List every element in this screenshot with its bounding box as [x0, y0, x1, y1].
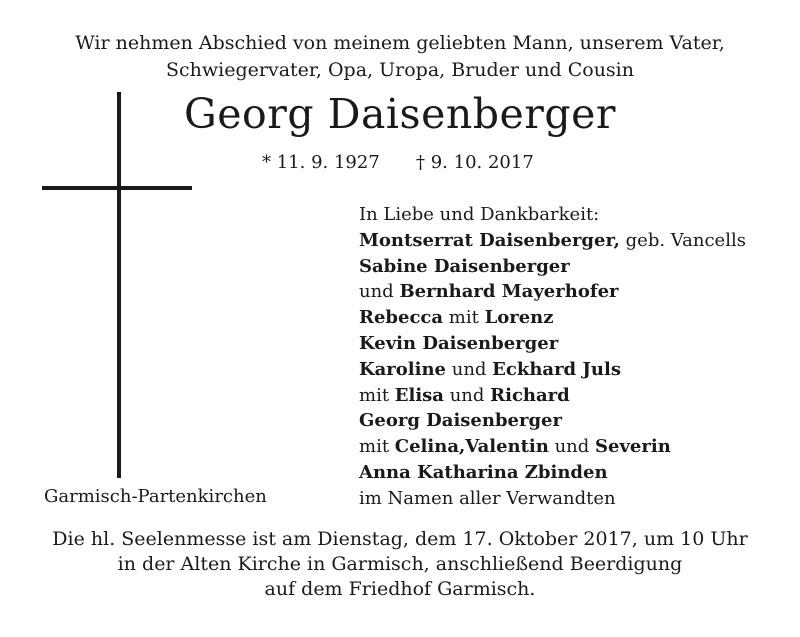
- list-item: [359, 434, 789, 460]
- deceased-name: Georg Daisenberger: [184, 90, 616, 138]
- mourners-heading: In Liebe und Dankbarkeit:: [359, 204, 600, 225]
- list-item: [359, 228, 789, 254]
- mourner-text: geb. Vancells: [619, 229, 746, 251]
- mourner-name: Karoline: [359, 358, 447, 380]
- mourner-text: mit: [443, 307, 485, 329]
- mourner-name: Anna Katharina Zbinden: [359, 461, 608, 483]
- mourner-name: Lorenz: [484, 307, 554, 329]
- mourner-text: und: [443, 384, 491, 406]
- list-item: [359, 305, 789, 331]
- death-date: † 9. 10. 2017: [416, 152, 534, 173]
- mourner-name: Richard: [490, 384, 570, 406]
- list-item: [359, 383, 789, 409]
- cross-icon: [117, 92, 121, 478]
- birth-date: * 11. 9. 1927: [262, 152, 380, 173]
- intro-text: [0, 30, 800, 84]
- mourner-name: Montserrat Daisenberger,: [359, 229, 620, 251]
- intro-line: Wir nehmen Abschied von meinem geliebten Mann, unserem Vater,: [75, 32, 725, 54]
- service-line: auf dem Friedhof Garmisch.: [264, 578, 536, 600]
- mourner-name: Celina,: [394, 436, 466, 458]
- mourner-name: Kevin Daisenberger: [359, 332, 559, 354]
- list-item: [359, 279, 789, 305]
- mourners-list: [359, 202, 789, 512]
- mourner-text: mit: [359, 436, 395, 458]
- cross-icon-bar: [42, 186, 192, 190]
- mourner-text: und: [548, 436, 596, 458]
- mourner-text: und: [359, 281, 400, 303]
- mourner-name: Rebecca: [359, 307, 444, 329]
- service-line: Die hl. Seelenmesse ist am Dienstag, dem 17. Oktober 2017, um 10 Uhr: [52, 528, 748, 550]
- mourner-name: Sabine Daisenberger: [359, 255, 570, 277]
- mourner-name: Severin: [595, 436, 671, 458]
- mourner-name: Georg Daisenberger: [359, 410, 562, 432]
- mourner-text: und: [446, 358, 493, 380]
- mourners-closing: im Namen aller Verwandten: [359, 487, 616, 509]
- mourner-name: Bernhard Mayerhofer: [399, 281, 619, 303]
- mourner-text: mit: [359, 384, 395, 406]
- service-info: [0, 527, 800, 602]
- service-line: in der Alten Kirche in Garmisch, anschließend Beerdigung: [117, 553, 683, 575]
- mourner-name: Elisa: [394, 384, 444, 406]
- mourner-name: Eckhard Juls: [492, 358, 621, 380]
- list-item: [359, 357, 789, 383]
- mourner-name: Valentin: [465, 436, 549, 458]
- intro-line: Schwiegervater, Opa, Uropa, Bruder und Cousin: [166, 59, 634, 81]
- place-name: Garmisch-Partenkirchen: [44, 486, 267, 507]
